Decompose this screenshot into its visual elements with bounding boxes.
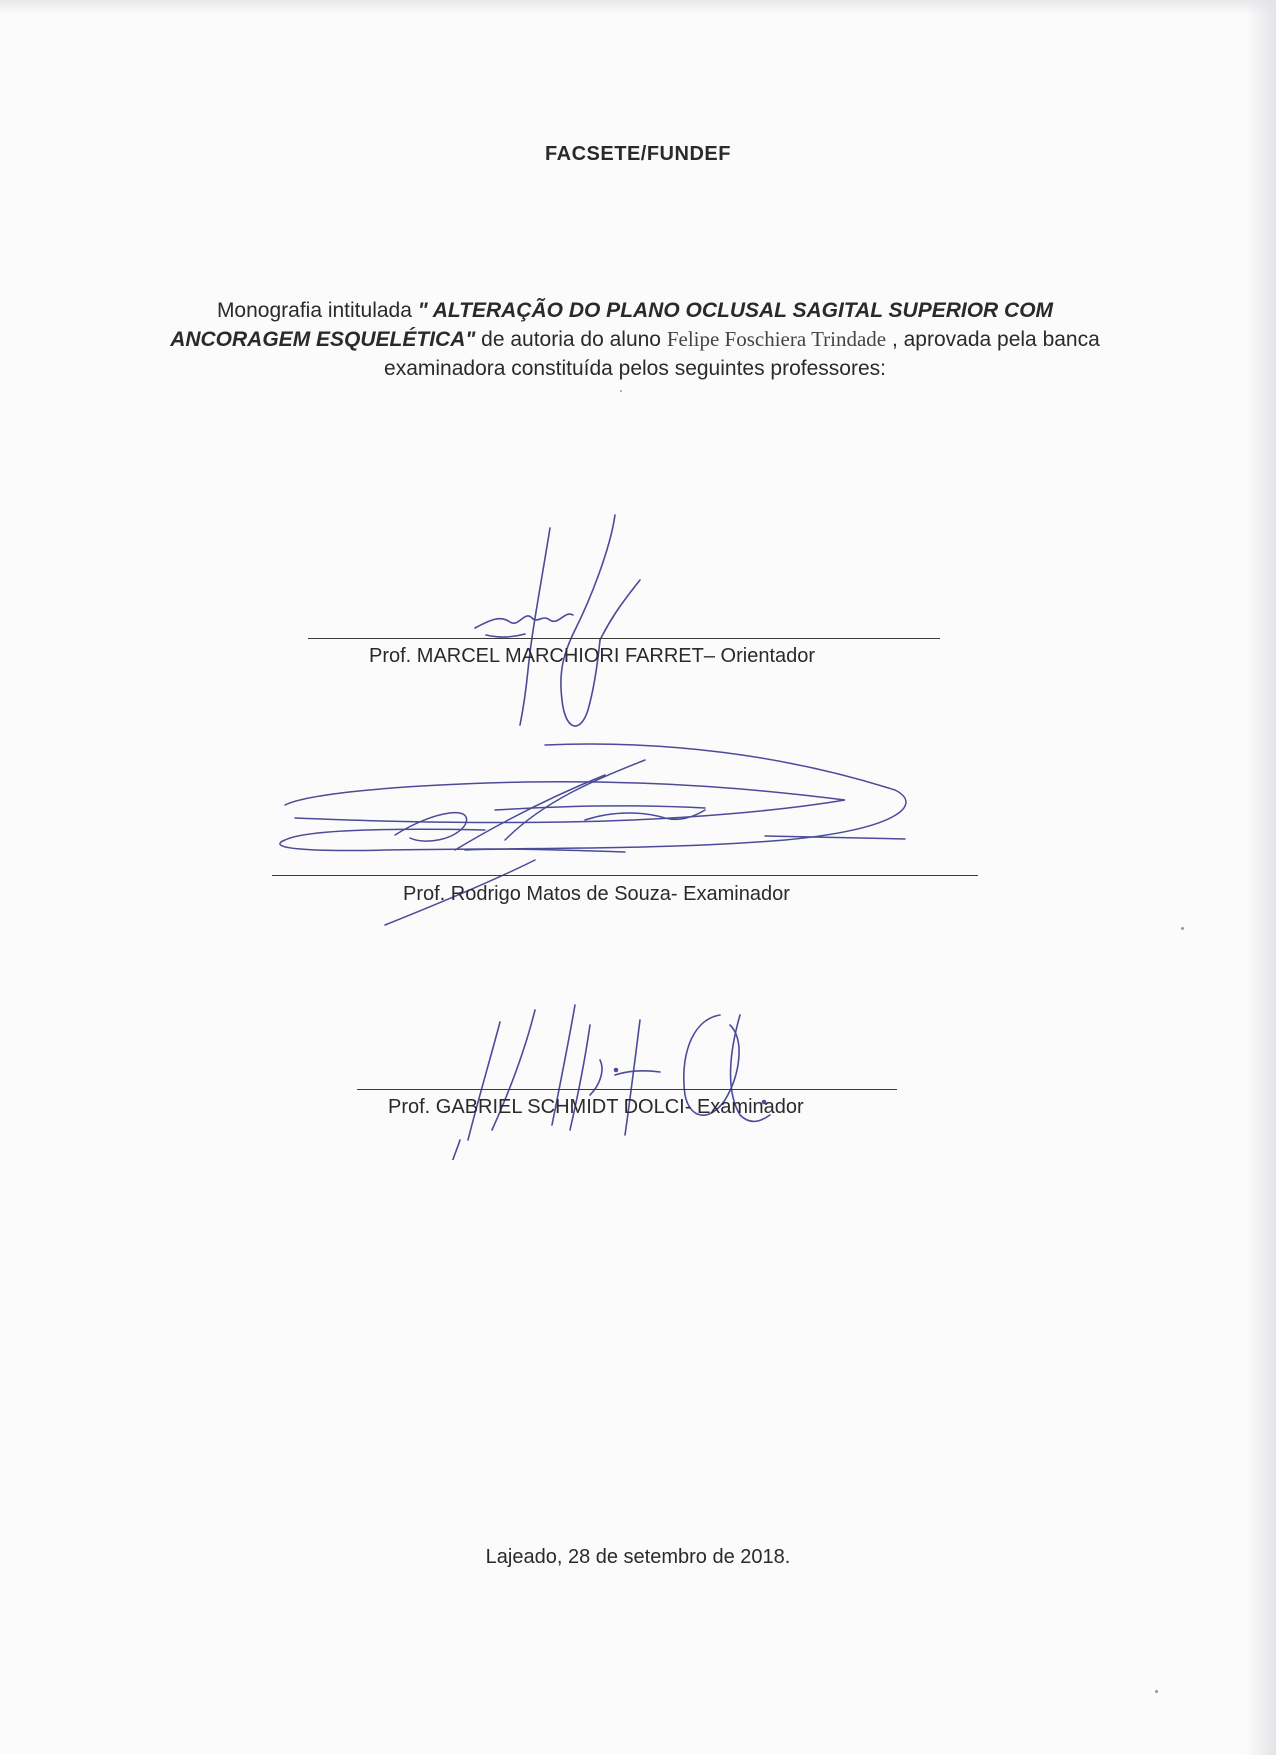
scan-speck (620, 390, 622, 392)
scan-edge-shadow (1246, 0, 1276, 1755)
institution-heading: FACSETE/FUNDEF (545, 143, 731, 165)
signature-caption-examinador-2: Prof. GABRIEL SCHMIDT DOLCI- Examinador (388, 1096, 804, 1118)
monograph-title: " ALTERAÇÃO DO PLANO OCLUSAL SAGITAL SUPERIOR COM ANCORAGEM ESQUELÉTICA" (170, 299, 1054, 351)
signature-examinador-1 (265, 740, 915, 940)
signature-line-3 (357, 1089, 897, 1090)
scan-top-shadow (0, 0, 1276, 14)
signature-line-1 (308, 638, 940, 639)
scan-speck (1155, 1690, 1158, 1693)
student-name: Felipe Foschiera Trindade (666, 327, 887, 351)
approval-ending: , aprovada pela banca examinadora constituída pelos seguintes professores: (384, 328, 1100, 380)
signature-caption-orientador: Prof. MARCEL MARCHIORI FARRET– Orientador (369, 645, 816, 667)
scan-speck (1181, 927, 1184, 930)
approval-intro: Monografia intitulada (216, 299, 418, 322)
approval-middle: de autoria do aluno (475, 328, 667, 351)
signature-caption-examinador-1: Prof. Rodrigo Matos de Souza- Examinador (403, 883, 790, 905)
approval-statement (170, 296, 1100, 383)
place-date: Lajeado, 28 de setembro de 2018. (485, 1546, 791, 1568)
signature-line-2 (272, 875, 978, 876)
signature-orientador (470, 510, 670, 740)
signature-examinador-2 (440, 1000, 780, 1160)
